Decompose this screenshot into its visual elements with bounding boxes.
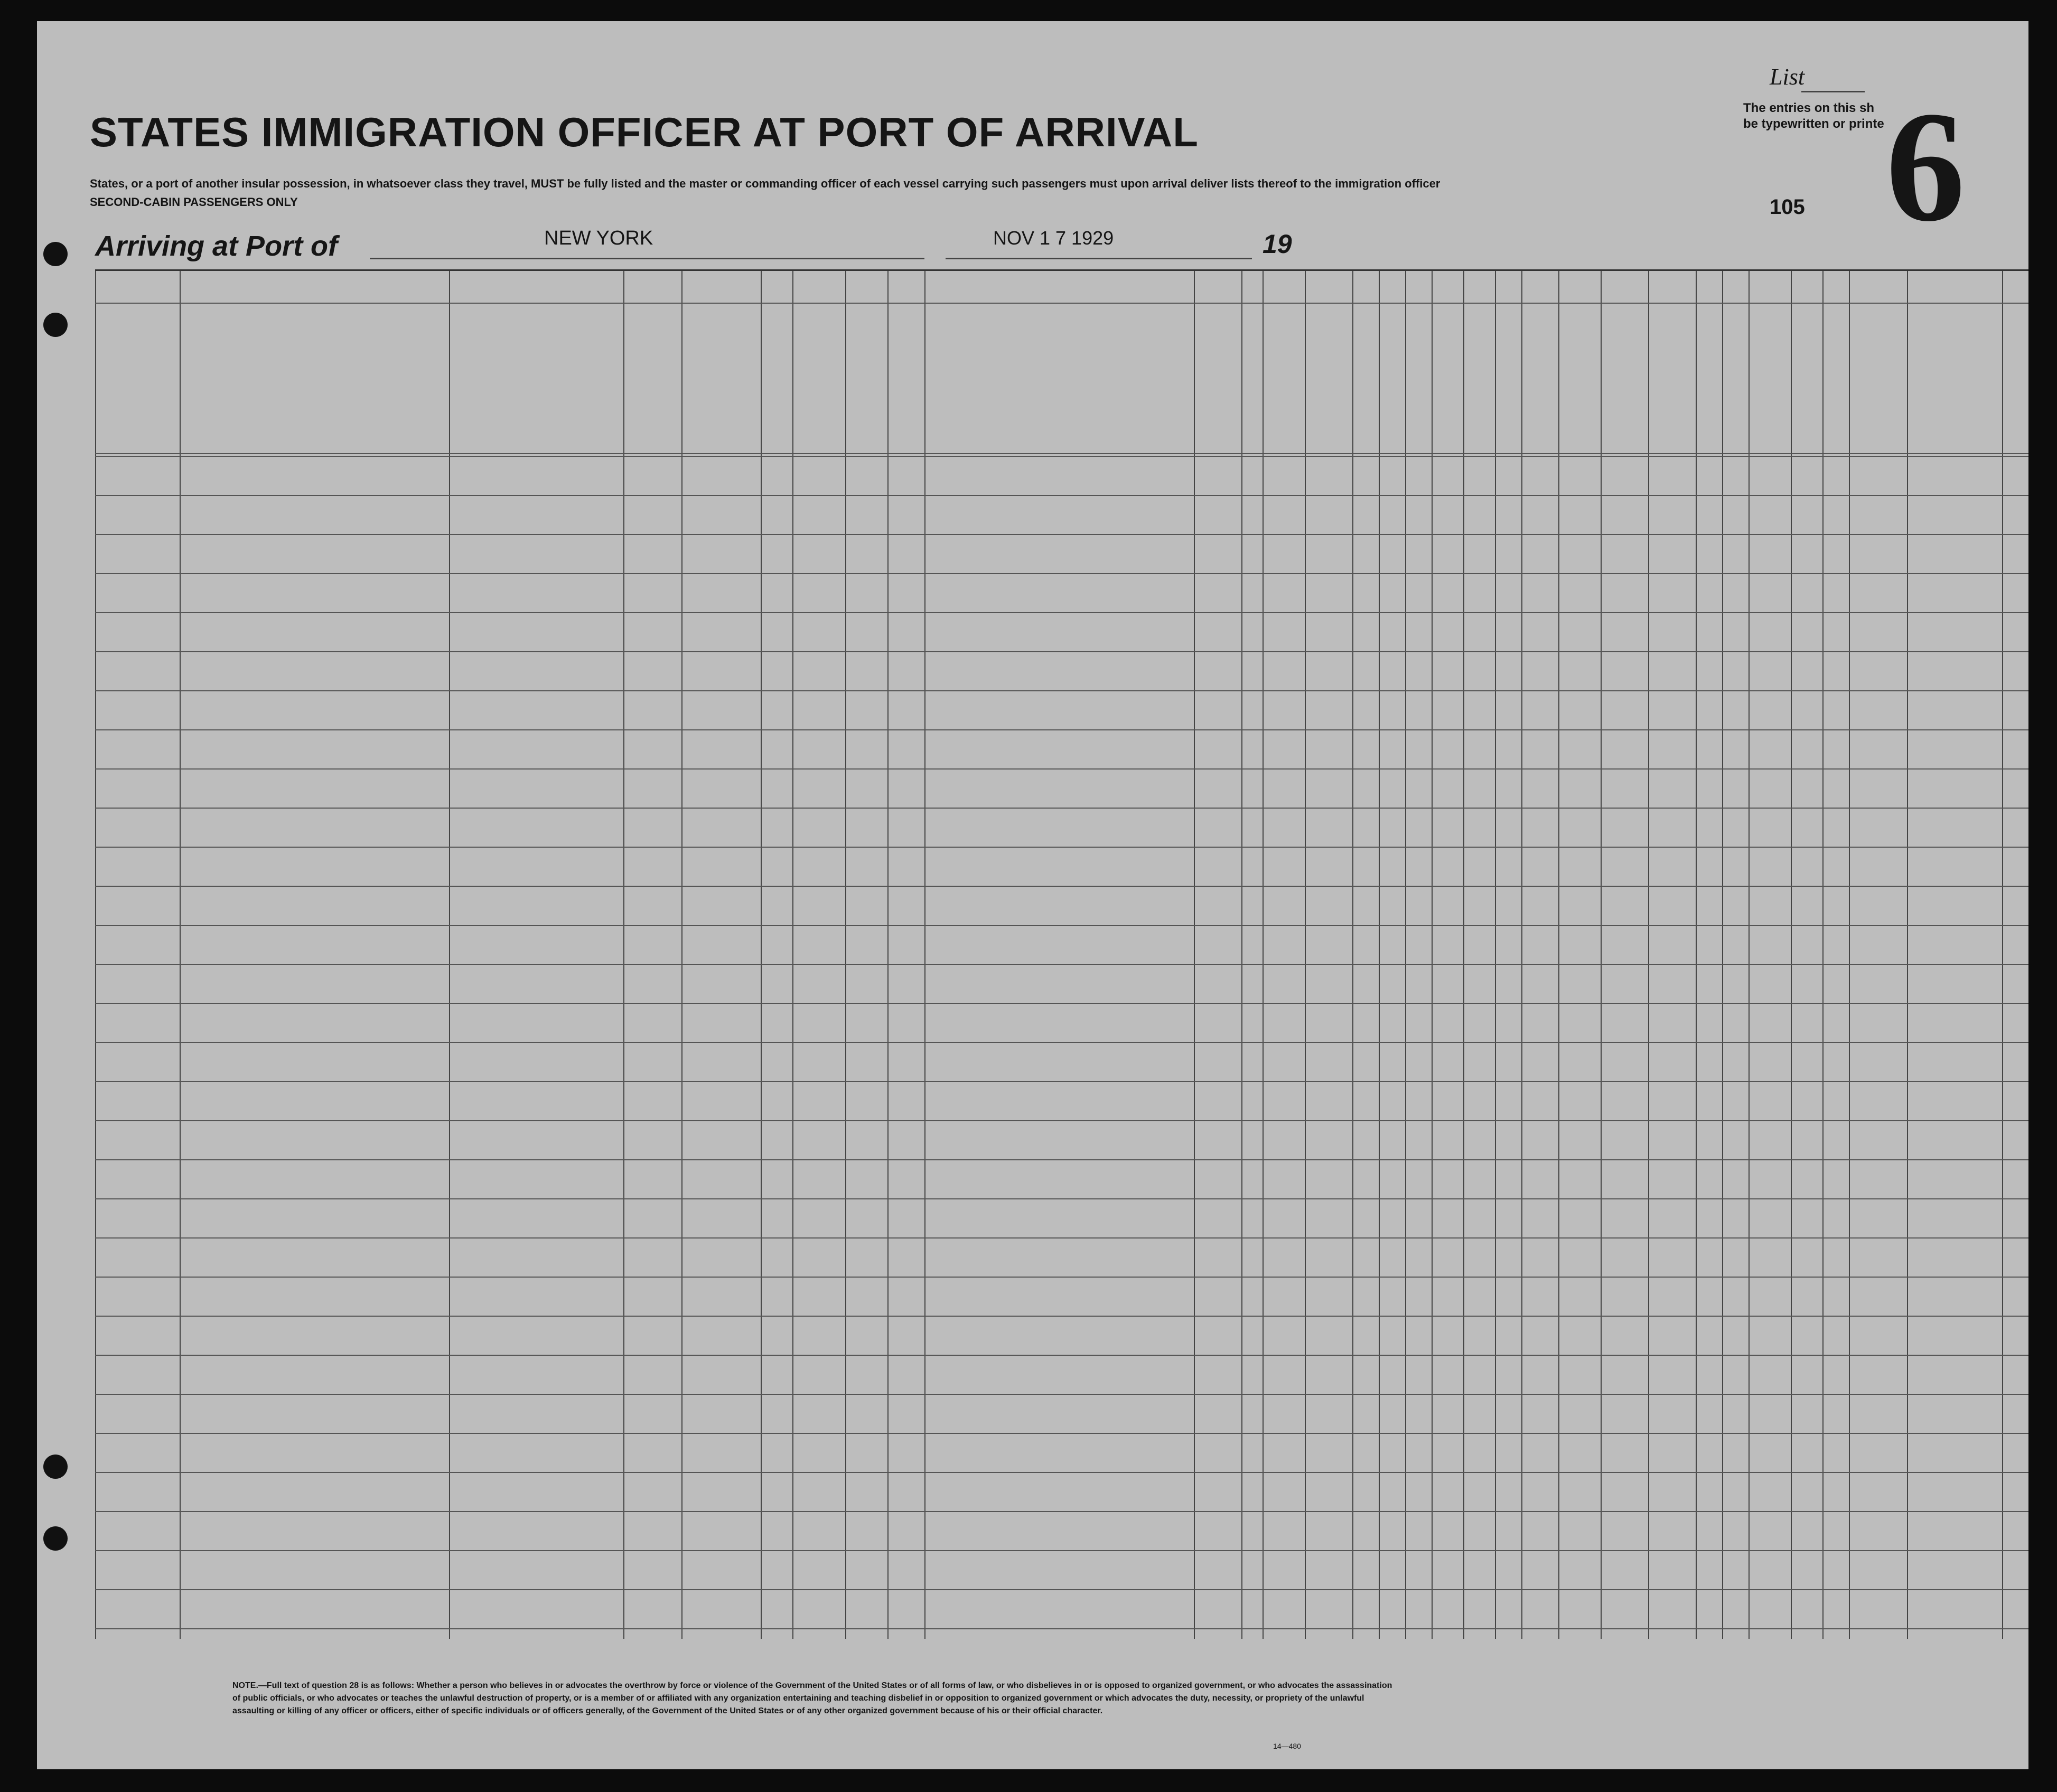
list-number: 6 xyxy=(1886,79,1965,254)
row-line xyxy=(95,1159,2028,1160)
row-line xyxy=(95,1394,2028,1395)
row-line xyxy=(95,1511,2028,1512)
row-line xyxy=(95,573,2028,574)
form-number: 14—480 xyxy=(1273,1742,1301,1750)
entries-note xyxy=(1743,100,1884,132)
row-line xyxy=(95,1550,2028,1551)
entries-note-line-2: be typewritten or printe xyxy=(1743,117,1884,131)
row-line xyxy=(95,534,2028,535)
list-underline xyxy=(1801,91,1865,92)
page-title: STATES IMMIGRATION OFFICER AT PORT OF ARRIVAL xyxy=(90,109,1199,155)
punch-hole xyxy=(43,313,68,337)
punch-hole xyxy=(43,1455,68,1479)
row-line xyxy=(95,651,2028,652)
manifest-table xyxy=(95,269,2028,1639)
row-line xyxy=(95,964,2028,965)
row-line xyxy=(95,1433,2028,1434)
header-bottom-line xyxy=(95,453,2028,454)
manifest-sheet xyxy=(37,21,2028,1769)
row-line xyxy=(95,925,2028,926)
port-underline xyxy=(370,258,924,259)
header-top-line xyxy=(95,303,2028,304)
page-subtitle: States, or a port of another insular possession, in whatsoever class they travel, MUST be fully listed and the master or commanding officer of each vessel carrying such passengers must upon arrival deliver lists thereof to the immigration officer xyxy=(90,177,1441,190)
row-line xyxy=(95,1198,2028,1199)
row-line xyxy=(95,456,2028,457)
row-line xyxy=(95,1628,2028,1629)
row-line xyxy=(95,1003,2028,1004)
punch-hole xyxy=(43,1526,68,1551)
row-line xyxy=(95,1355,2028,1356)
row-line xyxy=(95,768,2028,770)
row-line xyxy=(95,690,2028,691)
row-line xyxy=(95,1237,2028,1239)
date-underline xyxy=(946,258,1252,259)
punch-hole xyxy=(43,242,68,266)
row-line xyxy=(95,847,2028,848)
arrival-date: NOV 1 7 1929 xyxy=(993,227,1114,249)
entries-note-line-1: The entries on this sh xyxy=(1743,101,1875,115)
row-line xyxy=(95,1120,2028,1121)
footnote: NOTE.—Full text of question 28 is as follows: Whether a person who believes in or advocates the overthrow by force or violence of the Government of the United States or of all forms of law, or who disbelieves in or is opposed to organized government, or who advocates the assassination of public officials, or who advocates or teaches the unlawful destruction of property, or is a member of or affiliated with any organization entertaining and teaching disbelief in or opposition to organized government or which advocates the duty, necessity, or propriety of the unlawful assaulting or killing of any officer or officers, either of specific individuals or of officers generally, of the Government of the United States or of any other organized government because of his or their official character. xyxy=(232,1681,1392,1715)
list-label: List xyxy=(1770,64,1805,90)
row-line xyxy=(95,808,2028,809)
row-line xyxy=(95,729,2028,730)
row-line xyxy=(95,1589,2028,1590)
row-line xyxy=(95,1472,2028,1473)
row-line xyxy=(95,1277,2028,1278)
row-line xyxy=(95,1081,2028,1082)
row-line xyxy=(95,612,2028,613)
row-line xyxy=(95,1316,2028,1317)
year-label: 19 xyxy=(1263,229,1292,259)
page-subtitle-2: SECOND-CABIN PASSENGERS ONLY xyxy=(90,195,298,209)
row-line xyxy=(95,495,2028,496)
row-line xyxy=(95,1042,2028,1043)
port-name: NEW YORK xyxy=(544,227,653,249)
arriving-label: Arriving at Port of xyxy=(95,230,338,262)
page-number: 105 xyxy=(1770,195,1805,219)
row-line xyxy=(95,886,2028,887)
